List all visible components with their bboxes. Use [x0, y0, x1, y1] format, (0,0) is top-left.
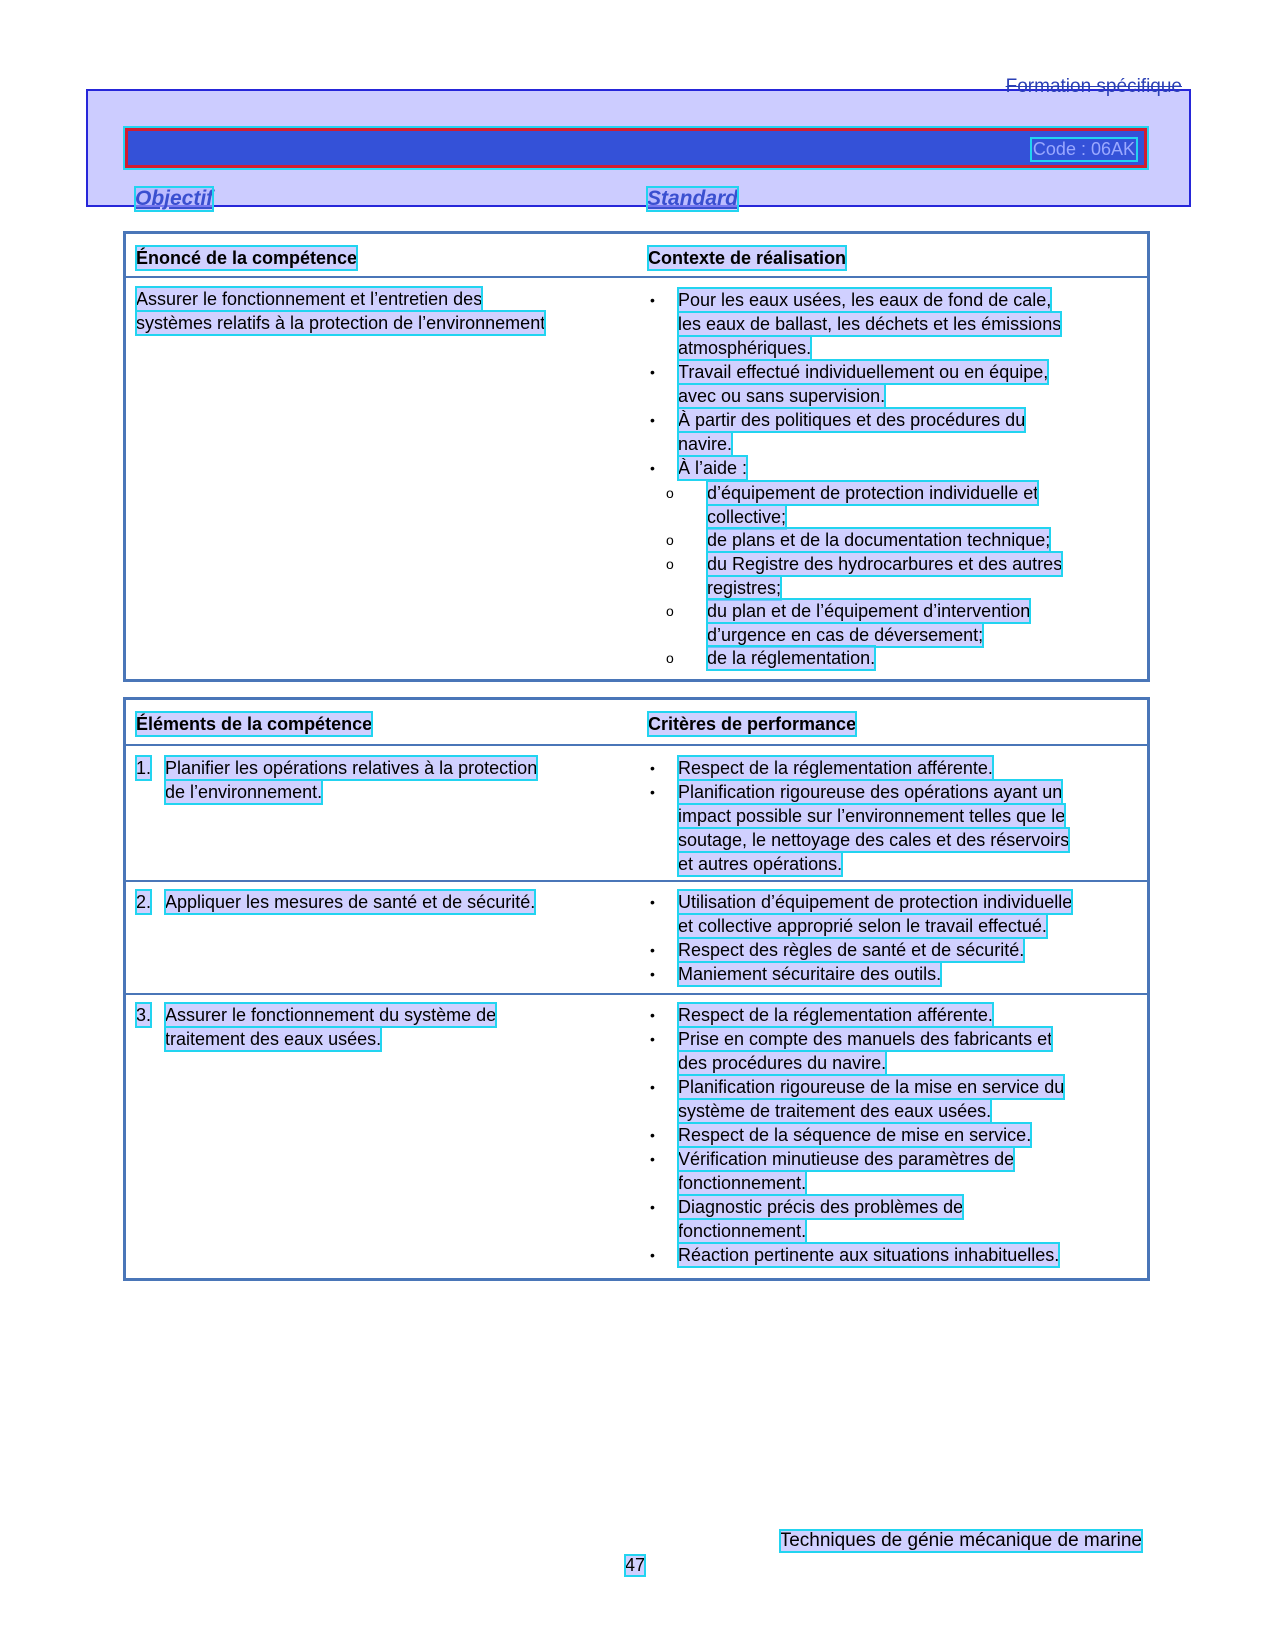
element-text: traitement des eaux usées.: [165, 1029, 382, 1049]
context-subitem: du Registre des hydrocarbures et des autres: [707, 554, 1063, 574]
context-item: À l’aide :: [678, 458, 748, 478]
criterion-text: et autres opérations.: [678, 854, 843, 874]
element-number: 3.: [136, 1005, 152, 1025]
element-number: 2.: [136, 892, 152, 912]
bullet-icon: •: [650, 1031, 655, 1047]
criterion-text: Respect de la réglementation afférente.: [678, 1005, 993, 1025]
elements-header: Éléments de la compétence: [136, 714, 373, 734]
context-item: les eaux de ballast, les déchets et les émissions: [678, 314, 1062, 334]
elements-table: [123, 697, 1150, 1281]
context-header: Contexte de réalisation: [648, 248, 847, 268]
criterion-text: Utilisation d’équipement de protection individuelle: [678, 892, 1073, 912]
context-subitem: de plans et de la documentation technique;: [707, 530, 1051, 550]
element-text: Appliquer les mesures de santé et de sécurité.: [165, 892, 536, 912]
criteria-header: Critères de performance: [648, 714, 857, 734]
criterion-text: et collective approprié selon le travail effectué.: [678, 916, 1047, 936]
statement-line: Assurer le fonctionnement et l’entretien des: [136, 289, 483, 309]
bullet-icon: •: [650, 1247, 655, 1263]
criterion-text: impact possible sur l’environnement telles que le: [678, 806, 1066, 826]
bullet-icon: •: [650, 1079, 655, 1095]
bullet-icon: •: [650, 966, 655, 982]
standard-label: Standard: [647, 187, 739, 210]
context-item: Travail effectué individuellement ou en équipe,: [678, 362, 1049, 382]
context-item: navire.: [678, 434, 733, 454]
program-name: Techniques de génie mécanique de marine: [779, 1530, 1142, 1551]
circle-bullet-icon: o: [666, 650, 674, 666]
circle-bullet-icon: o: [666, 556, 674, 572]
row-divider: [126, 276, 1147, 278]
bullet-icon: •: [650, 942, 655, 958]
bullet-icon: •: [650, 460, 655, 476]
criterion-text: Prise en compte des manuels des fabricants et: [678, 1029, 1053, 1049]
code-bar: [125, 128, 1147, 168]
bullet-icon: •: [650, 292, 655, 308]
criterion-text: Maniement sécuritaire des outils.: [678, 964, 942, 984]
element-text: Assurer le fonctionnement du système de: [165, 1005, 497, 1025]
criterion-text: soutage, le nettoyage des cales et des réservoirs: [678, 830, 1070, 850]
page-number: 47: [625, 1555, 646, 1575]
context-subitem: d’urgence en cas de déversement;: [707, 625, 984, 645]
criterion-text: Diagnostic précis des problèmes de: [678, 1197, 964, 1217]
bullet-icon: •: [650, 1199, 655, 1215]
element-text: Planifier les opérations relatives à la protection: [165, 758, 538, 778]
element-text: de l’environnement.: [165, 782, 323, 802]
context-subitem: collective;: [707, 507, 787, 527]
criterion-text: des procédures du navire.: [678, 1053, 887, 1073]
circle-bullet-icon: o: [666, 603, 674, 619]
bullet-icon: •: [650, 1127, 655, 1143]
header-title: Formation spécifique: [1005, 76, 1182, 97]
criterion-text: Réaction pertinente aux situations inhabituelles.: [678, 1245, 1060, 1265]
bullet-icon: •: [650, 784, 655, 800]
criterion-text: Planification rigoureuse des opérations ayant un: [678, 782, 1063, 802]
criterion-text: Vérification minutieuse des paramètres de: [678, 1149, 1015, 1169]
statement-line: systèmes relatifs à la protection de l’environnement: [136, 313, 546, 333]
criterion-text: Respect de la réglementation afférente.: [678, 758, 993, 778]
criterion-text: fonctionnement.: [678, 1173, 807, 1193]
circle-bullet-icon: o: [666, 485, 674, 501]
criterion-text: système de traitement des eaux usées.: [678, 1101, 992, 1121]
context-subitem: d’équipement de protection individuelle et: [707, 483, 1039, 503]
statement-header: Énoncé de la compétence: [136, 248, 358, 268]
row-divider: [126, 744, 1147, 746]
context-item: atmosphériques.: [678, 338, 812, 358]
circle-bullet-icon: o: [666, 532, 674, 548]
context-subitem: du plan et de l’équipement d’intervention: [707, 601, 1031, 621]
criterion-text: fonctionnement.: [678, 1221, 807, 1241]
context-subitem: de la réglementation.: [707, 648, 876, 668]
context-item: Pour les eaux usées, les eaux de fond de cale,: [678, 290, 1052, 310]
criterion-text: Respect de la séquence de mise en service.: [678, 1125, 1032, 1145]
bullet-icon: •: [650, 412, 655, 428]
competence-table: [123, 231, 1150, 682]
row-divider: [126, 880, 1147, 882]
bullet-icon: •: [650, 894, 655, 910]
bullet-icon: •: [650, 1007, 655, 1023]
context-subitem: registres;: [707, 578, 782, 598]
context-item: avec ou sans supervision.: [678, 386, 886, 406]
element-number: 1.: [136, 758, 152, 778]
code-label: Code : 06AK: [1032, 139, 1135, 159]
objective-label: Objectif: [135, 187, 214, 210]
bullet-icon: •: [650, 364, 655, 380]
context-item: À partir des politiques et des procédures du: [678, 410, 1026, 430]
criterion-text: Planification rigoureuse de la mise en service du: [678, 1077, 1065, 1097]
bullet-icon: •: [650, 760, 655, 776]
row-divider: [126, 993, 1147, 995]
criterion-text: Respect des règles de santé et de sécurité.: [678, 940, 1025, 960]
bullet-icon: •: [650, 1151, 655, 1167]
